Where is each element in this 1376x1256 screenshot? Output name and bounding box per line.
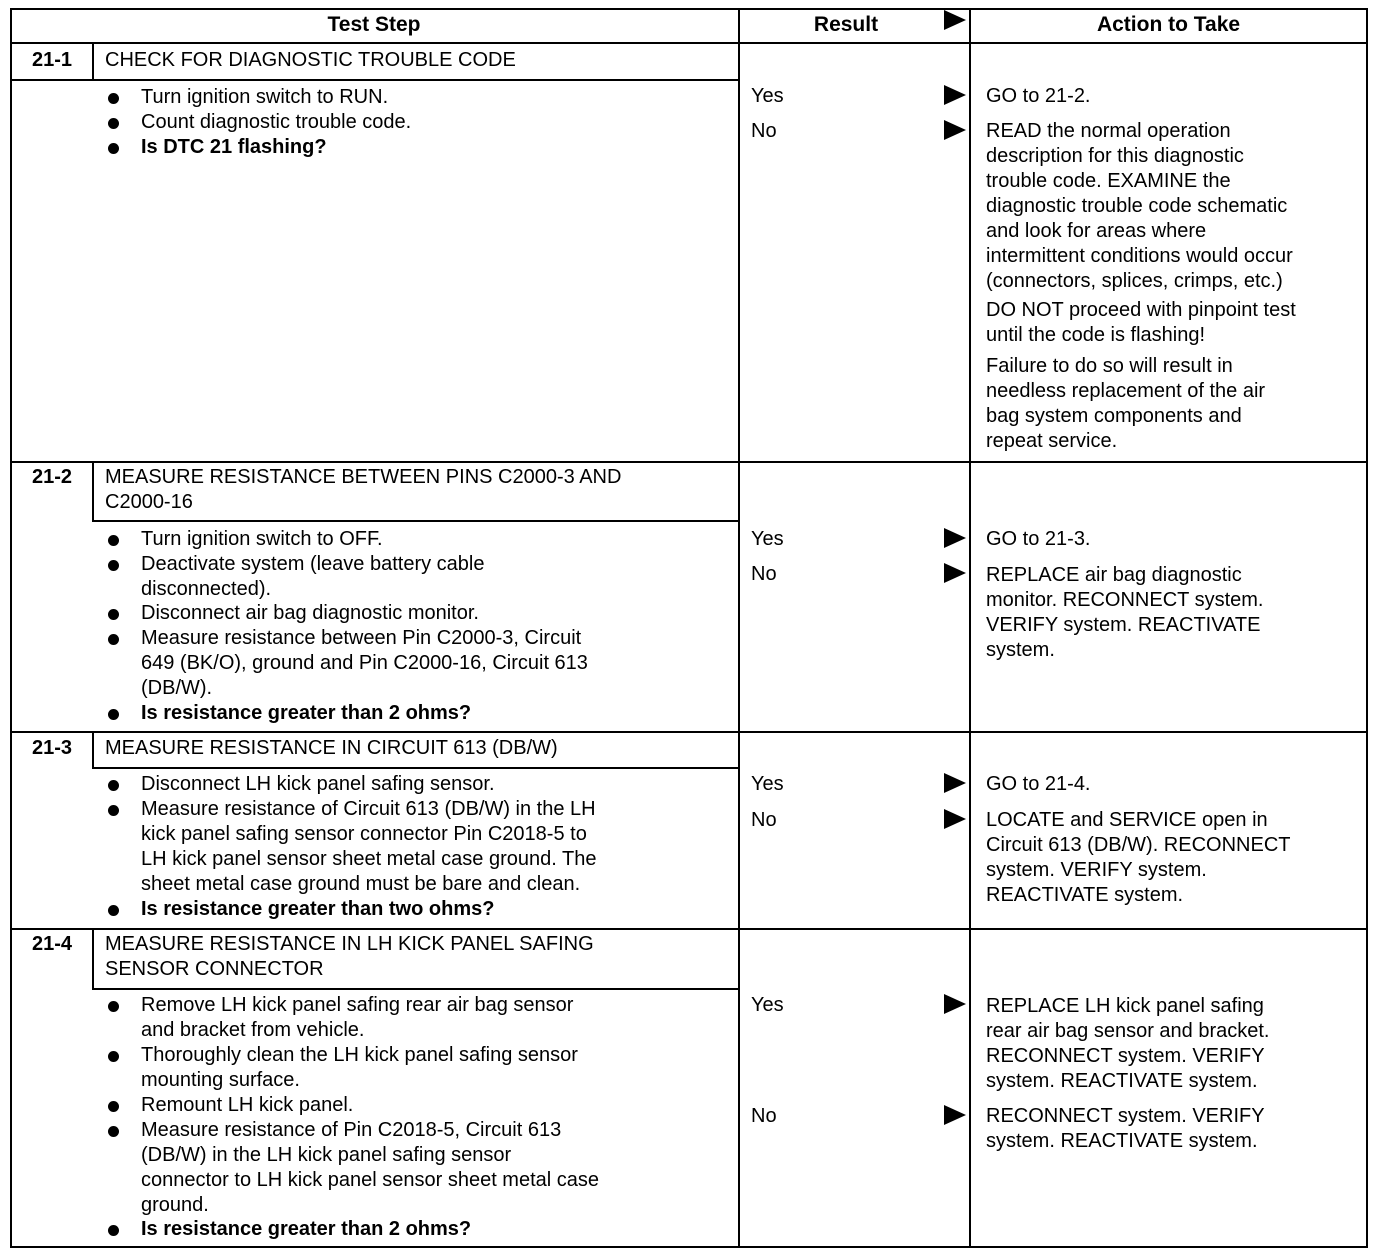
step-number: 21-3	[31, 737, 73, 759]
table-border	[1366, 8, 1368, 1248]
step-number: 21-1	[31, 49, 73, 71]
result-yes: Yes	[751, 85, 784, 107]
bullet-dot-icon	[108, 118, 119, 129]
result-no: No	[751, 1105, 777, 1127]
action-text: GO to 21-4.	[986, 773, 1091, 795]
column-divider	[738, 8, 740, 1248]
bullet-dot-icon	[108, 609, 119, 620]
action-text: bag system components and	[986, 405, 1242, 427]
action-text: READ the normal operation	[986, 120, 1231, 142]
step-title: SENSOR CONNECTOR	[105, 958, 324, 980]
bullet-dot-icon	[108, 1225, 119, 1236]
result-yes: Yes	[751, 528, 784, 550]
step-title: MEASURE RESISTANCE IN CIRCUIT 613 (DB/W)	[105, 737, 558, 759]
result-arrow-icon	[944, 563, 966, 583]
bullet-dot-icon	[108, 905, 119, 916]
action-text: rear air bag sensor and bracket.	[986, 1020, 1270, 1042]
step-title: C2000-16	[105, 491, 193, 513]
result-arrow-icon	[944, 120, 966, 140]
bullet-dot-icon	[108, 805, 119, 816]
bullet-dot-icon	[108, 709, 119, 720]
bullet-dot-icon	[108, 560, 119, 571]
result-no: No	[751, 120, 777, 142]
action-text: RECONNECT system. VERIFY	[986, 1045, 1265, 1067]
bullet-dot-icon	[108, 634, 119, 645]
action-text: intermittent conditions would occur	[986, 245, 1293, 267]
header-result: Result	[813, 13, 879, 36]
action-text: GO to 21-3.	[986, 528, 1091, 550]
bullet-dot-icon	[108, 780, 119, 791]
bullet-text: mounting surface.	[141, 1069, 300, 1091]
action-text: system. REACTIVATE system.	[986, 1130, 1258, 1152]
result-arrow-icon	[944, 10, 966, 30]
action-text: REPLACE air bag diagnostic	[986, 564, 1242, 586]
table-border	[10, 8, 12, 1248]
bullet-text: sheet metal case ground must be bare and clean.	[141, 873, 581, 895]
action-text: and look for areas where	[986, 220, 1207, 242]
step-number-divider	[92, 928, 94, 989]
bullet-text: Measure resistance between Pin C2000-3, Circuit	[141, 627, 582, 649]
column-divider	[969, 8, 971, 1248]
bullet-text: Disconnect LH kick panel safing sensor.	[141, 773, 495, 795]
bullet-dot-icon	[108, 1051, 119, 1062]
result-no: No	[751, 809, 777, 831]
action-text: system.	[986, 639, 1055, 661]
action-text: DO NOT proceed with pinpoint test	[986, 299, 1296, 321]
bullet-dot-icon	[108, 1126, 119, 1137]
bullet-dot-icon	[108, 1001, 119, 1012]
action-text: (connectors, splices, crimps, etc.)	[986, 270, 1283, 292]
bullet-text: disconnected).	[141, 578, 272, 600]
bullet-text: ground.	[141, 1194, 209, 1216]
step-number: 21-4	[31, 933, 73, 955]
result-arrow-icon	[944, 85, 966, 105]
action-text: REACTIVATE system.	[986, 884, 1184, 906]
test-question: Is DTC 21 flashing?	[141, 136, 327, 158]
result-arrow-icon	[944, 994, 966, 1014]
bullet-text: Turn ignition switch to OFF.	[141, 528, 383, 550]
bullet-text: Measure resistance of Pin C2018-5, Circuit 613	[141, 1119, 562, 1141]
bullet-text: Thoroughly clean the LH kick panel safing sensor	[141, 1044, 578, 1066]
action-text: Circuit 613 (DB/W). RECONNECT	[986, 834, 1291, 856]
result-no: No	[751, 563, 777, 585]
action-text: diagnostic trouble code schematic	[986, 195, 1288, 217]
action-text: Failure to do so will result in	[986, 355, 1233, 377]
action-text: until the code is flashing!	[986, 324, 1206, 346]
bullet-text: Turn ignition switch to RUN.	[141, 86, 389, 108]
bullet-text: Count diagnostic trouble code.	[141, 111, 412, 133]
action-text: system. REACTIVATE system.	[986, 1070, 1258, 1092]
step-divider	[10, 731, 1368, 733]
bullet-text: kick panel safing sensor connector Pin C2018-5 to	[141, 823, 587, 845]
table-border	[10, 8, 1368, 10]
bullet-text: and bracket from vehicle.	[141, 1019, 365, 1041]
step-title-divider	[10, 79, 738, 81]
result-yes: Yes	[751, 773, 784, 795]
step-title: MEASURE RESISTANCE BETWEEN PINS C2000-3 AND	[105, 466, 622, 488]
action-text: RECONNECT system. VERIFY	[986, 1105, 1265, 1127]
result-yes: Yes	[751, 994, 784, 1016]
action-text: REPLACE LH kick panel safing	[986, 995, 1264, 1017]
step-title: MEASURE RESISTANCE IN LH KICK PANEL SAFING	[105, 933, 594, 955]
bullet-text: (DB/W) in the LH kick panel safing sensor	[141, 1144, 512, 1166]
step-title-divider	[92, 988, 738, 990]
bullet-text: Deactivate system (leave battery cable	[141, 553, 485, 575]
action-text: system. VERIFY system.	[986, 859, 1207, 881]
test-question: Is resistance greater than two ohms?	[141, 898, 495, 920]
bullet-dot-icon	[108, 1101, 119, 1112]
step-title-divider	[92, 767, 738, 769]
result-arrow-icon	[944, 809, 966, 829]
header-action: Action to Take	[1096, 13, 1241, 36]
action-text: trouble code. EXAMINE the	[986, 170, 1231, 192]
header-divider	[10, 42, 1368, 44]
bullet-dot-icon	[108, 535, 119, 546]
action-text: GO to 21-2.	[986, 85, 1091, 107]
action-text: description for this diagnostic	[986, 145, 1244, 167]
result-arrow-icon	[944, 528, 966, 548]
step-divider	[10, 928, 1368, 930]
action-text: LOCATE and SERVICE open in	[986, 809, 1268, 831]
action-text: monitor. RECONNECT system.	[986, 589, 1264, 611]
action-text: repeat service.	[986, 430, 1118, 452]
step-divider	[10, 461, 1368, 463]
step-number-divider	[92, 731, 94, 768]
step-number: 21-2	[31, 466, 73, 488]
bullet-text: connector to LH kick panel sensor sheet metal case	[141, 1169, 600, 1191]
step-number-divider	[92, 42, 94, 80]
header-test-step: Test Step	[327, 13, 421, 36]
step-number-divider	[92, 461, 94, 521]
bullet-text: Remove LH kick panel safing rear air bag sensor	[141, 994, 574, 1016]
step-title: CHECK FOR DIAGNOSTIC TROUBLE CODE	[105, 49, 516, 71]
step-title-divider	[92, 520, 738, 522]
bullet-text: Measure resistance of Circuit 613 (DB/W) in the LH	[141, 798, 596, 820]
bullet-dot-icon	[108, 143, 119, 154]
result-arrow-icon	[944, 773, 966, 793]
test-question: Is resistance greater than 2 ohms?	[141, 702, 472, 724]
bullet-text: LH kick panel sensor sheet metal case ground. The	[141, 848, 597, 870]
bullet-dot-icon	[108, 93, 119, 104]
bullet-text: Disconnect air bag diagnostic monitor.	[141, 602, 479, 624]
test-question: Is resistance greater than 2 ohms?	[141, 1218, 472, 1240]
action-text: VERIFY system. REACTIVATE	[986, 614, 1261, 636]
bullet-text: Remount LH kick panel.	[141, 1094, 354, 1116]
bullet-text: (DB/W).	[141, 677, 213, 699]
table-border	[10, 1246, 1368, 1248]
result-arrow-icon	[944, 1105, 966, 1125]
action-text: needless replacement of the air	[986, 380, 1266, 402]
bullet-text: 649 (BK/O), ground and Pin C2000-16, Circuit 613	[141, 652, 588, 674]
